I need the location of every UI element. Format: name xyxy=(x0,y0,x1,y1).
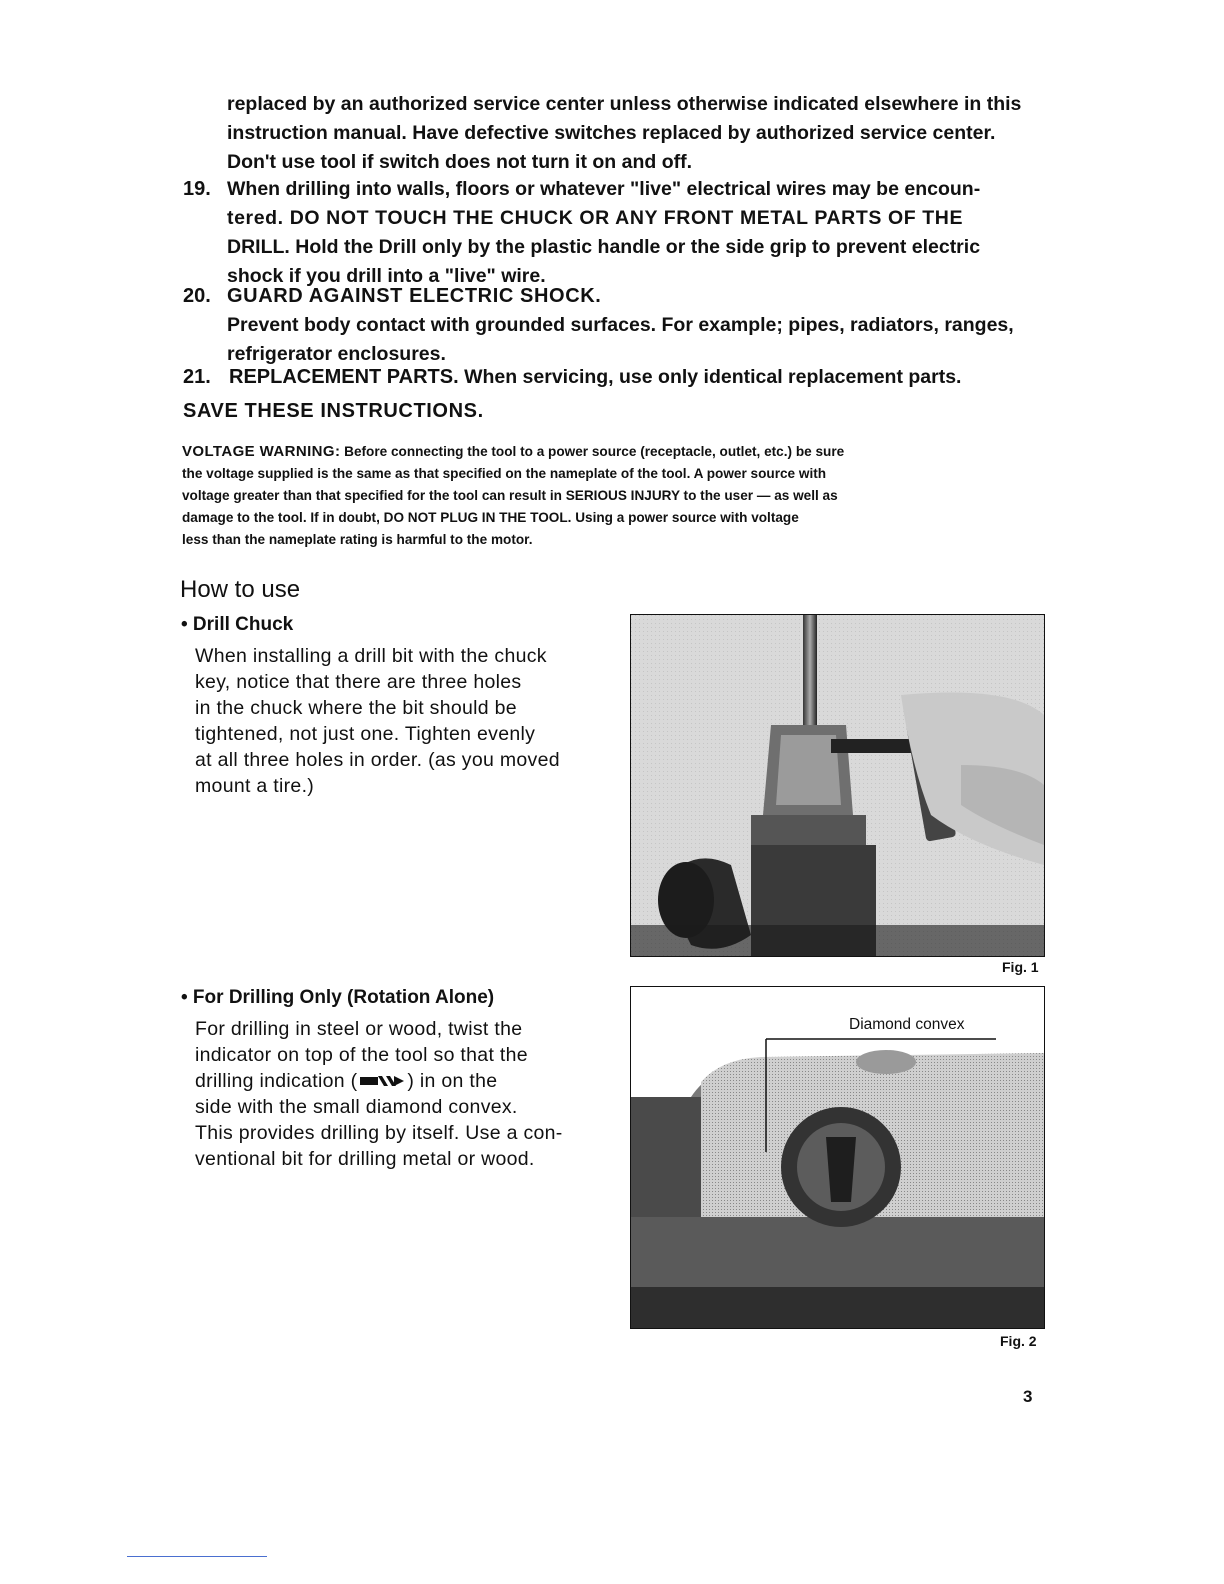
voltage-warning-label: VOLTAGE WARNING: xyxy=(182,443,341,460)
voltage-warning-line: damage to the tool. If in doubt, DO NOT PLUG IN THE TOOL. Using a power source with voltage xyxy=(182,510,799,525)
page-number: 3 xyxy=(1023,1387,1033,1406)
item-18-line: Don't use tool if switch does not turn it on and off. xyxy=(227,151,693,173)
item-18-line: replaced by an authorized service center unless otherwise indicated elsewhere in this xyxy=(227,93,1022,115)
fig-2-photo xyxy=(630,986,1045,1329)
item-20-number: 20. xyxy=(183,285,211,307)
drilling-only-text xyxy=(195,1016,563,1172)
save-instructions: SAVE THESE INSTRUCTIONS. xyxy=(183,400,484,422)
item-21-text xyxy=(229,363,961,392)
item-19-number: 19. xyxy=(183,178,211,200)
item-20-line: refrigerator enclosures. xyxy=(227,343,446,365)
item-20-line: Prevent body contact with grounded surfaces. For example; pipes, radiators, ranges, xyxy=(227,314,1014,336)
voltage-warning-line: Before connecting the tool to a power source (receptacle, outlet, etc.) be sure xyxy=(344,444,845,459)
item-20-title: GUARD AGAINST ELECTRIC SHOCK. xyxy=(227,285,602,307)
footer-rule xyxy=(127,1556,267,1557)
item-19-line: DRILL. Hold the Drill only by the plastic handle or the side grip to prevent electric xyxy=(227,236,981,258)
fig-1-photo xyxy=(630,614,1045,957)
drill-chuck-line: mount a tire.) xyxy=(195,775,315,797)
drilling-only-line: For drilling in steel or wood, twist the xyxy=(195,1018,523,1040)
drill-chuck-text xyxy=(195,643,560,799)
item-19-text xyxy=(227,175,980,291)
indicator-photo-image xyxy=(631,987,1044,1328)
drill-chuck-title: • Drill Chuck xyxy=(181,614,294,635)
item-18-continuation xyxy=(227,90,1021,177)
fig-1-caption: Fig. 1 xyxy=(1002,959,1039,975)
how-to-use-heading: How to use xyxy=(180,576,301,603)
drill-chuck-line: tightened, not just one. Tighten evenly xyxy=(195,723,536,745)
item-19-line: When drilling into walls, floors or whatever "live" electrical wires may be encoun- xyxy=(227,178,981,200)
drilling-only-title: • For Drilling Only (Rotation Alone) xyxy=(181,987,495,1008)
item-18-line: instruction manual. Have defective switches replaced by authorized service center. xyxy=(227,122,996,144)
drilling-only-line: This provides drilling by itself. Use a con- xyxy=(195,1122,563,1144)
voltage-warning-line: the voltage supplied is the same as that specified on the nameplate of the tool. A power source with xyxy=(182,466,827,481)
drilling-only-line-3: drilling indication ( ) in on the xyxy=(195,1070,498,1092)
drilling-only-line: side with the small diamond convex. xyxy=(195,1096,518,1118)
item-21-title: REPLACEMENT PARTS. xyxy=(229,366,459,388)
drill-chuck-line: key, notice that there are three holes xyxy=(195,671,522,693)
drilling-only-line: indicator on top of the tool so that the xyxy=(195,1044,528,1066)
item-21-body: When servicing, use only identical replacement parts. xyxy=(464,366,962,388)
drill-chuck-line: When installing a drill bit with the chuck xyxy=(195,645,547,667)
drill-chuck-line: in the chuck where the bit should be xyxy=(195,697,517,719)
item-19-line: shock if you drill into a "live" wire. xyxy=(227,265,546,287)
drilling-indication-icon xyxy=(359,1074,405,1088)
item-19-line: tered. DO NOT TOUCH THE CHUCK OR ANY FRONT METAL PARTS OF THE xyxy=(227,207,964,229)
voltage-warning-line: voltage greater than that specified for the tool can result in SERIOUS INJURY to the user — as well as xyxy=(182,488,838,503)
drilling-only-line: ventional bit for drilling metal or wood. xyxy=(195,1148,535,1170)
voltage-warning xyxy=(182,441,844,551)
item-20-text xyxy=(227,282,1014,369)
item-21-number: 21. xyxy=(183,366,211,388)
drill-chuck-line: at all three holes in order. (as you moved xyxy=(195,749,560,771)
voltage-warning-line: less than the nameplate rating is harmful to the motor. xyxy=(182,532,533,547)
fig-2-caption: Fig. 2 xyxy=(1000,1333,1037,1349)
diamond-convex-label: Diamond convex xyxy=(849,1016,965,1033)
drill-chuck-photo-image xyxy=(631,615,1044,956)
